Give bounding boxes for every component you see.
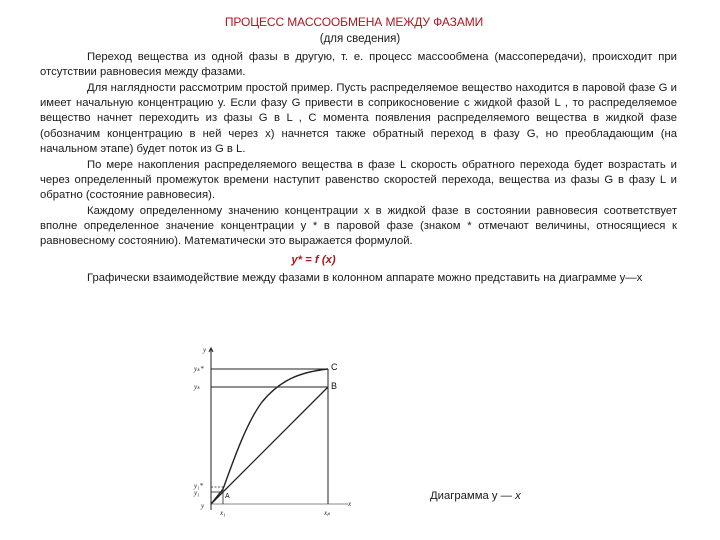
document-subtitle: (для сведения): [319, 33, 401, 45]
title-text: ПРОЦЕСС МАССООБМЕНА МЕЖДУ ФАЗАМИ: [224, 15, 484, 29]
tick-y1-star: y₁*: [194, 482, 204, 490]
document-title: [0, 15, 720, 30]
paragraph-2: Для наглядности рассмотрим простой пример. Пусть распределяемое вещество находится в паровой фазе G и имеет начальную концентрацию y. Если фазу G привести в соприкосновение с жидкой фазой L , то распределяемое вещество начнет переходить из фазы G в L , С момента появления распределяемого вещества в жидкой фазе (обозначим концентрацию в ней через x) начнется также обратный переход в фазу G, но преобладающим (на начальном этапе) будет поток из G в L.: [40, 81, 677, 156]
operating-line: [211, 387, 328, 504]
tick-yk: yₖ: [194, 383, 201, 391]
diagram-caption: [430, 490, 521, 502]
equilibrium-curve: [211, 369, 328, 504]
tick-xp: xₚ: [324, 509, 331, 517]
paragraph-5: Графически взаимодействие между фазами в колонном аппарате можно представить на диаграмме y—x: [87, 272, 643, 285]
y-x-diagram: [190, 340, 360, 520]
caption-prefix: Диаграмма y —: [430, 490, 516, 502]
tick-yk-star: yₖ*: [194, 365, 204, 373]
paragraph-4: Каждому определенному значению концентрации x в жидкой фазе в состоянии равновесия соответствует вполне определенное значение концентрации y * в паровой фазе (знаком * отмечают величины, относящиеся к равновесному состоянию). Математически это выражается формулой.: [40, 204, 677, 248]
caption-var: x: [515, 490, 521, 502]
point-c-label: C: [331, 362, 338, 372]
x-axis-label: x: [348, 500, 352, 508]
origin-label: y: [201, 502, 205, 510]
point-b-label: B: [331, 381, 338, 391]
tick-x1: x₁: [220, 509, 226, 517]
paragraph-3: По мере накопления распределяемого вещества в фазе L скорость обратного перехода будет возрастать и через определенный промежуток времени наступит равенство скоростей перехода, вещества из фазы G в фазу L и обратно (состояние равновесия).: [40, 158, 677, 202]
y-axis-label: y: [203, 346, 207, 354]
point-a-label: A: [225, 493, 230, 500]
tick-y1: y₁: [194, 489, 200, 497]
paragraph-1: Переход вещества из одной фазы в другую, т. е. процесс массообмена (массопередачи), происходит при отсутствии равновесия между фазами.: [40, 51, 677, 79]
document-body: [40, 50, 677, 287]
equilibrium-formula: y* = f (x): [291, 253, 336, 266]
